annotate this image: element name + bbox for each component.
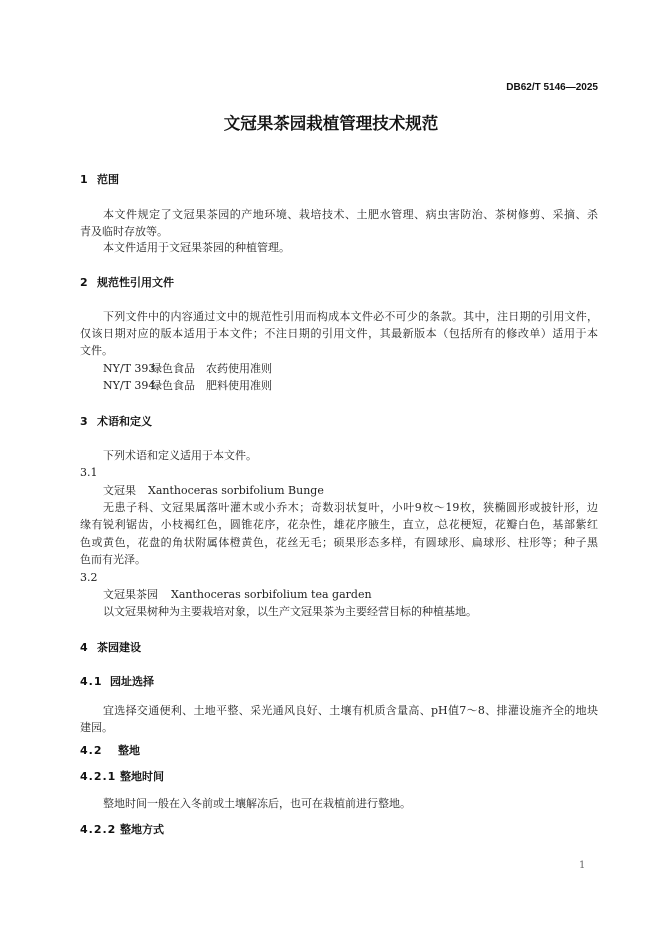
reference-title: 肥料使用准则 [206,379,272,392]
paragraph-line: 仅该日期对应的版本适用于本文件；不注日期的引用文件，其最新版本（包括所有的修改单）适用于本 [80,327,598,340]
term-name-zh: 文冠果 [103,484,136,497]
document-title: 文冠果茶园栽植管理技术规范 [223,114,439,133]
paragraph-line: 整地时间一般在入冬前或土壤解冻后，也可在栽植前进行整地。 [103,797,411,810]
section-number: 3 [80,415,89,428]
section-number: 2 [80,276,89,289]
definition-line: 无患子科、文冠果属落叶灌木或小乔木；奇数羽状复叶，小叶9枚～19枚，狭椭圆形或披针形，边 [103,501,598,514]
term-name-en: Xanthoceras sorbifolium tea garden [171,588,372,601]
clause-heading: 整地方式 [120,823,164,836]
definition-line: 色而有光泽。 [80,553,146,566]
definition-line: 以文冠果树种为主要栽培对象，以生产文冠果茶为主要经营目标的种植基地。 [103,605,477,618]
reference-title: 农药使用准则 [206,362,272,375]
paragraph-line: 本文件适用于文冠果茶园的种植管理。 [103,241,290,254]
clause-number: 4.2.2 [80,823,117,836]
reference-category: 绿色食品 [151,362,195,375]
page-number: 1 [579,860,586,871]
section-heading: 规范性引用文件 [97,276,174,289]
reference-code: NY/T 394 [103,379,156,392]
paragraph-line: 青及临时存放等。 [80,225,168,238]
subsection-heading: 整地 [118,744,140,757]
section-number: 1 [80,173,89,186]
paragraph-line: 文件。 [80,344,113,357]
paragraph-line: 宜选择交通便利、土地平整、采光通风良好、土壤有机质含量高、pH值7～8、排灌设施齐全的地块 [103,704,598,717]
subsection-heading: 园址选择 [110,675,154,688]
definition-line: 色或黄色，花盘的角状附属体橙黄色，花丝无毛；硕果形态多样，有圆球形、扁球形、柱形等；种子黑 [80,536,598,549]
section-number: 4 [80,641,89,654]
term-name-en: Xanthoceras sorbifolium Bunge [148,484,324,497]
term-name-zh: 文冠果茶园 [103,588,158,601]
subsection-number: 4.1 [80,675,103,688]
document-code: DB62/T 5146—2025 [506,82,598,93]
definition-line: 缘有锐利锯齿，小枝褐红色，圆锥花序，花杂性，雄花序腋生，直立，总花梗短，花瓣白色，基部紫红 [80,518,598,531]
section-heading: 茶园建设 [97,641,141,654]
reference-category: 绿色食品 [151,379,195,392]
term-number: 3.1 [80,466,98,479]
term-number: 3.2 [80,571,98,584]
reference-code: NY/T 393 [103,362,156,375]
section-heading: 范围 [97,173,119,186]
paragraph-line: 建园。 [80,721,113,734]
paragraph-line: 下列文件中的内容通过文中的规范性引用而构成本文件必不可少的条款。其中，注日期的引用文件， [103,310,598,323]
clause-heading: 整地时间 [120,770,164,783]
clause-number: 4.2.1 [80,770,117,783]
paragraph-line: 本文件规定了文冠果茶园的产地环境、栽培技术、土肥水管理、病虫害防治、茶树修剪、采摘、杀 [103,208,598,221]
subsection-number: 4.2 [80,744,103,757]
section-heading: 术语和定义 [97,415,152,428]
paragraph-line: 下列术语和定义适用于本文件。 [103,449,257,462]
